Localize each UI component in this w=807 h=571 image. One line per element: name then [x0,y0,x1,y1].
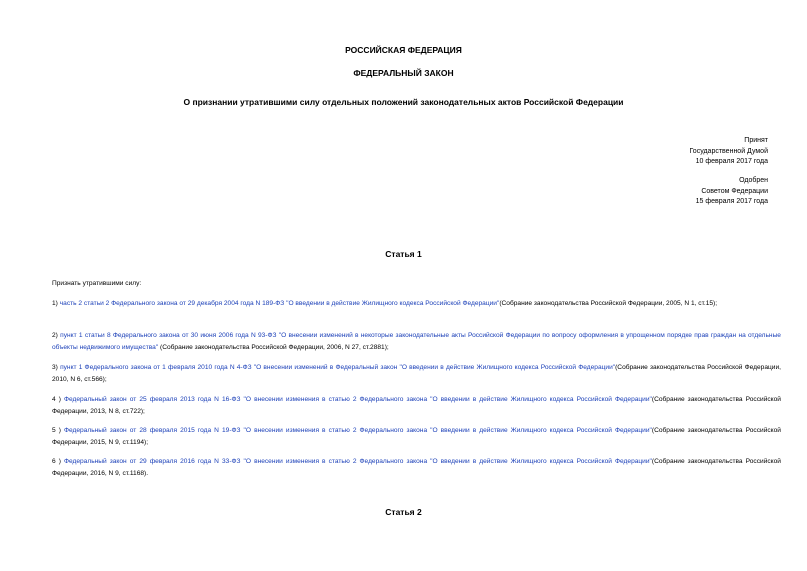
list-item [40,362,781,385]
law-link[interactable]: Федеральный закон от 25 февраля 2013 года N 16-ФЗ "О внесении изменения в статью 2 Федерального закона "О введении в действие Жилищного кодекса Российской Федерации" [63,396,652,403]
law-link[interactable]: пункт 1 Федерального закона от 1 февраля 2010 года N 4-ФЗ "О внесении изменений в Федеральный закон "О введении в действие Жилищного кодекса Российской Федерации" [60,364,616,371]
item-number: 2) [52,332,58,339]
approved-body: Советом Федерации [701,187,768,195]
item-source: (Собрание законодательства Российской Федерации, 2005, N 1, ст.15); [499,300,718,307]
item-number: 1) [52,300,58,307]
law-link[interactable]: Федеральный закон от 29 февраля 2016 года N 33-ФЗ "О внесении изменения в статью 2 Федерального закона "О введении в действие Жилищного кодекса Российской Федерации" [63,458,652,465]
approved-block [696,176,768,208]
list-item [40,298,781,310]
list-item [40,456,781,479]
item-number: 6 ) [52,458,61,465]
approved-date: 15 февраля 2017 года [695,198,768,205]
law-link[interactable]: пункт 1 статьи 8 Федерального закона от 30 июня 2006 года N 93-ФЗ "О внесении изменений в некоторые законодательные акты Российской Федерации по вопросу оформления в упрощенном порядке прав граждан на отдельные объекты недвижимого имущества" [52,332,781,351]
item-source: (Собрание законодательства Российской Федерации, 2006, N 27, ст.2881); [158,343,389,351]
document-title: О признании утратившими силу отдельных положений законодательных актов Российской Федерации [183,97,624,107]
article-1-heading: Статья 1 [385,249,422,259]
law-link[interactable]: Федеральный закон от 28 февраля 2015 года N 19-ФЗ "О внесении изменения в статью 2 Федерального закона "О введении в действие Жилищного кодекса Российской Федерации" [63,427,652,434]
accepted-body: Государственной Думой [689,147,768,155]
item-number: 3) [52,364,58,371]
list-item [40,394,781,417]
item-source: (Собрание законодательства Российской Федерации, 2016, N 9, ст.1168). [52,458,781,477]
list-item [40,330,781,353]
accepted-date: 10 февраля 2017 года [695,158,768,165]
accepted-block [689,136,768,168]
item-number: 5 ) [52,427,61,434]
accepted-label: Принят [744,137,768,144]
item-source: (Собрание законодательства Российской Федерации, 2013, N 8, ст.722); [52,396,781,415]
approved-label: Одобрен [739,177,768,184]
item-source: (Собрание законодательства Российской Федерации, 2010, N 6, ст.566); [52,364,781,383]
item-number: 4 ) [52,396,61,403]
law-link[interactable]: часть 2 статьи 2 Федерального закона от 29 декабря 2004 года N 189-ФЗ "О введении в действие Жилищного кодекса Российской Федерации" [59,300,500,307]
article-1-intro: Признать утратившими силу: [52,280,142,287]
article-2-heading: Статья 2 [385,507,422,517]
country-heading: РОССИЙСКАЯ ФЕДЕРАЦИЯ [345,45,462,55]
document-type-heading: ФЕДЕРАЛЬНЫЙ ЗАКОН [353,68,454,78]
list-item [40,425,781,448]
item-source: (Собрание законодательства Российской Федерации, 2015, N 9, ст.1194); [52,427,781,446]
